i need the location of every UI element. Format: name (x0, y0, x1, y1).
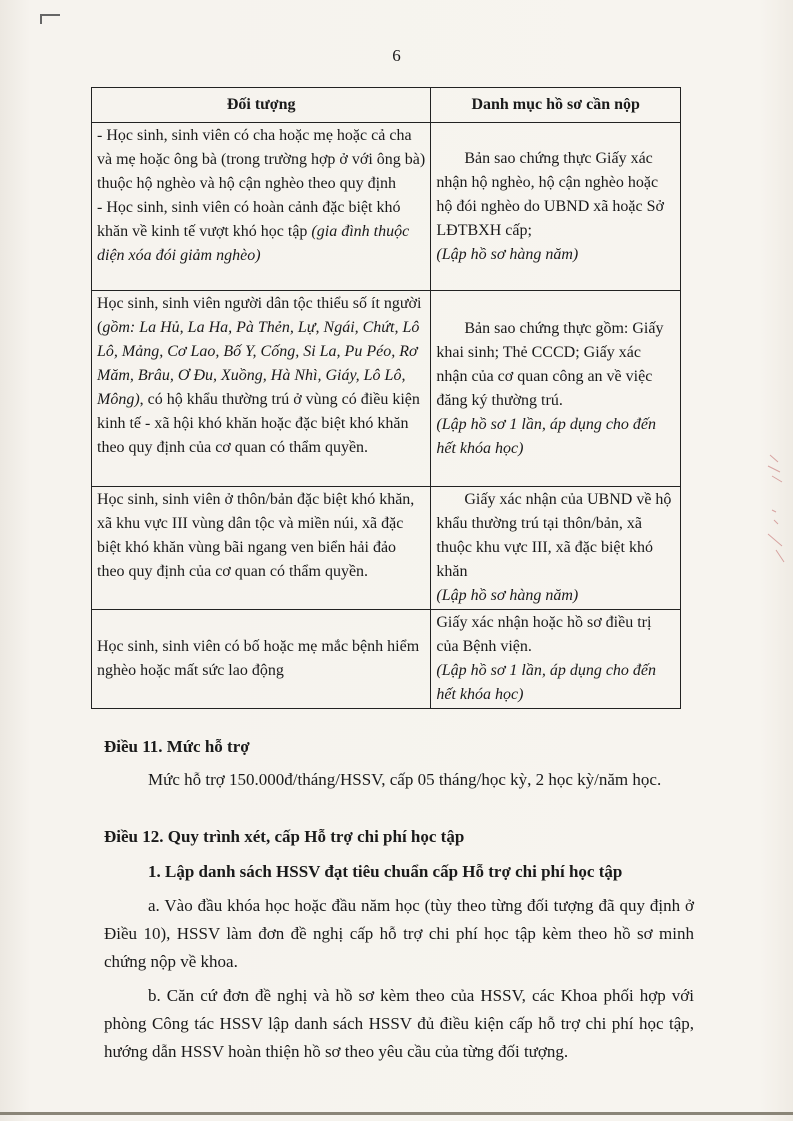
table-row (92, 487, 681, 610)
margin-scribble-icon (760, 450, 790, 580)
header-subject: Đối tượng (92, 88, 431, 123)
article-11-body: Mức hỗ trợ 150.000đ/tháng/HSSV, cấp 05 tháng/học kỳ, 2 học kỳ/năm học. (148, 770, 662, 789)
row1-subject: - Học sinh, sinh viên có cha hoặc mẹ hoặc cả cha và mẹ hoặc ông bà (trong trường hợp ở với ông bà) thuộc hộ nghèo và hộ cận nghèo theo quy định - Học sinh, sinh viên có hoàn cảnh đặc biệt khó khăn về kinh tế vượt khó học tập (gia đình thuộc diện xóa đói giảm nghèo) (92, 123, 431, 291)
row2-subject: Học sinh, sinh viên người dân tộc thiểu số ít người (gồm: La Hủ, La Ha, Pà Thẻn, Lự, Ngái, Chứt, Lô Lô, Mảng, Cơ Lao, Bố Y, Cống, Si La, Pu Péo, Rơ Măm, Brâu, Ơ Đu, Xuồng, Hà Nhì, Giáy, Lô Lô, Mông), có hộ khẩu thường trú ở vùng có điều kiện kinh tế - xã hội khó khăn hoặc đặc biệt khó khăn theo quy định của cơ quan có thẩm quyền. (92, 291, 431, 487)
article-12 (104, 823, 694, 1066)
row3-subject: Học sinh, sinh viên ở thôn/bản đặc biệt khó khăn, xã khu vực III vùng dân tộc và miền núi, xã đặc biệt khó khăn vùng bãi ngang ven biển hải đảo theo quy định của cơ quan có thẩm quyền. (92, 487, 431, 610)
row3-documents: Giấy xác nhận của UBND về hộ khẩu thường trú tại thôn/bản, xã thuộc khu vực III, xã đặc biệt khó khăn (Lập hồ sơ hàng năm) (431, 487, 681, 610)
row4-subject: Học sinh, sinh viên có bố hoặc mẹ mắc bệnh hiểm nghèo hoặc mất sức lao động (92, 610, 431, 709)
table-row (92, 123, 681, 291)
article-12-para-a: a. Vào đầu khóa học hoặc đầu năm học (tùy theo từng đối tượng đã quy định ở Điều 10), HSSV làm đơn đề nghị cấp hỗ trợ chi phí học tập kèm theo hồ sơ minh chứng nộp về khoa. (104, 896, 694, 971)
article-11-title: Điều 11. Mức hỗ trợ (104, 737, 250, 756)
margin-marks (760, 450, 790, 580)
article-11 (104, 733, 694, 794)
header-documents: Danh mục hồ sơ cần nộp (431, 88, 681, 123)
row2-documents: Bản sao chứng thực gồm: Giấy khai sinh; Thẻ CCCD; Giấy xác nhận của cơ quan công an về việc đăng ký thường trú. (Lập hồ sơ 1 lần, áp dụng cho đến hết khóa học) (431, 291, 681, 487)
requirements-table (91, 87, 681, 709)
row4-documents: Giấy xác nhận hoặc hồ sơ điều trị của Bệnh viện. (Lập hồ sơ 1 lần, áp dụng cho đến hết khóa học) (431, 610, 681, 709)
row1-documents: Bản sao chứng thực Giấy xác nhận hộ nghèo, hộ cận nghèo hoặc hộ đói nghèo do UBND xã hoặc Sở LĐTBXH cấp; (Lập hồ sơ hàng năm) (431, 123, 681, 291)
article-12-para-b: b. Căn cứ đơn đề nghị và hồ sơ kèm theo của HSSV, các Khoa phối hợp với phòng Công tác HSSV lập danh sách HSSV đủ điều kiện cấp hỗ trợ chi phí học tập, hướng dẫn HSSV hoàn thiện hồ sơ theo yêu cầu của từng đối tượng. (104, 986, 694, 1061)
table-row (92, 610, 681, 709)
table-header-row (92, 88, 681, 123)
table-row (92, 291, 681, 487)
corner-mark (40, 14, 60, 24)
article-12-title: Điều 12. Quy trình xét, cấp Hỗ trợ chi phí học tập (104, 827, 465, 846)
article-12-sub1: 1. Lập danh sách HSSV đạt tiêu chuẩn cấp Hỗ trợ chi phí học tập (148, 862, 623, 881)
bottom-edge (0, 1112, 793, 1115)
page-number: 6 (392, 46, 401, 65)
